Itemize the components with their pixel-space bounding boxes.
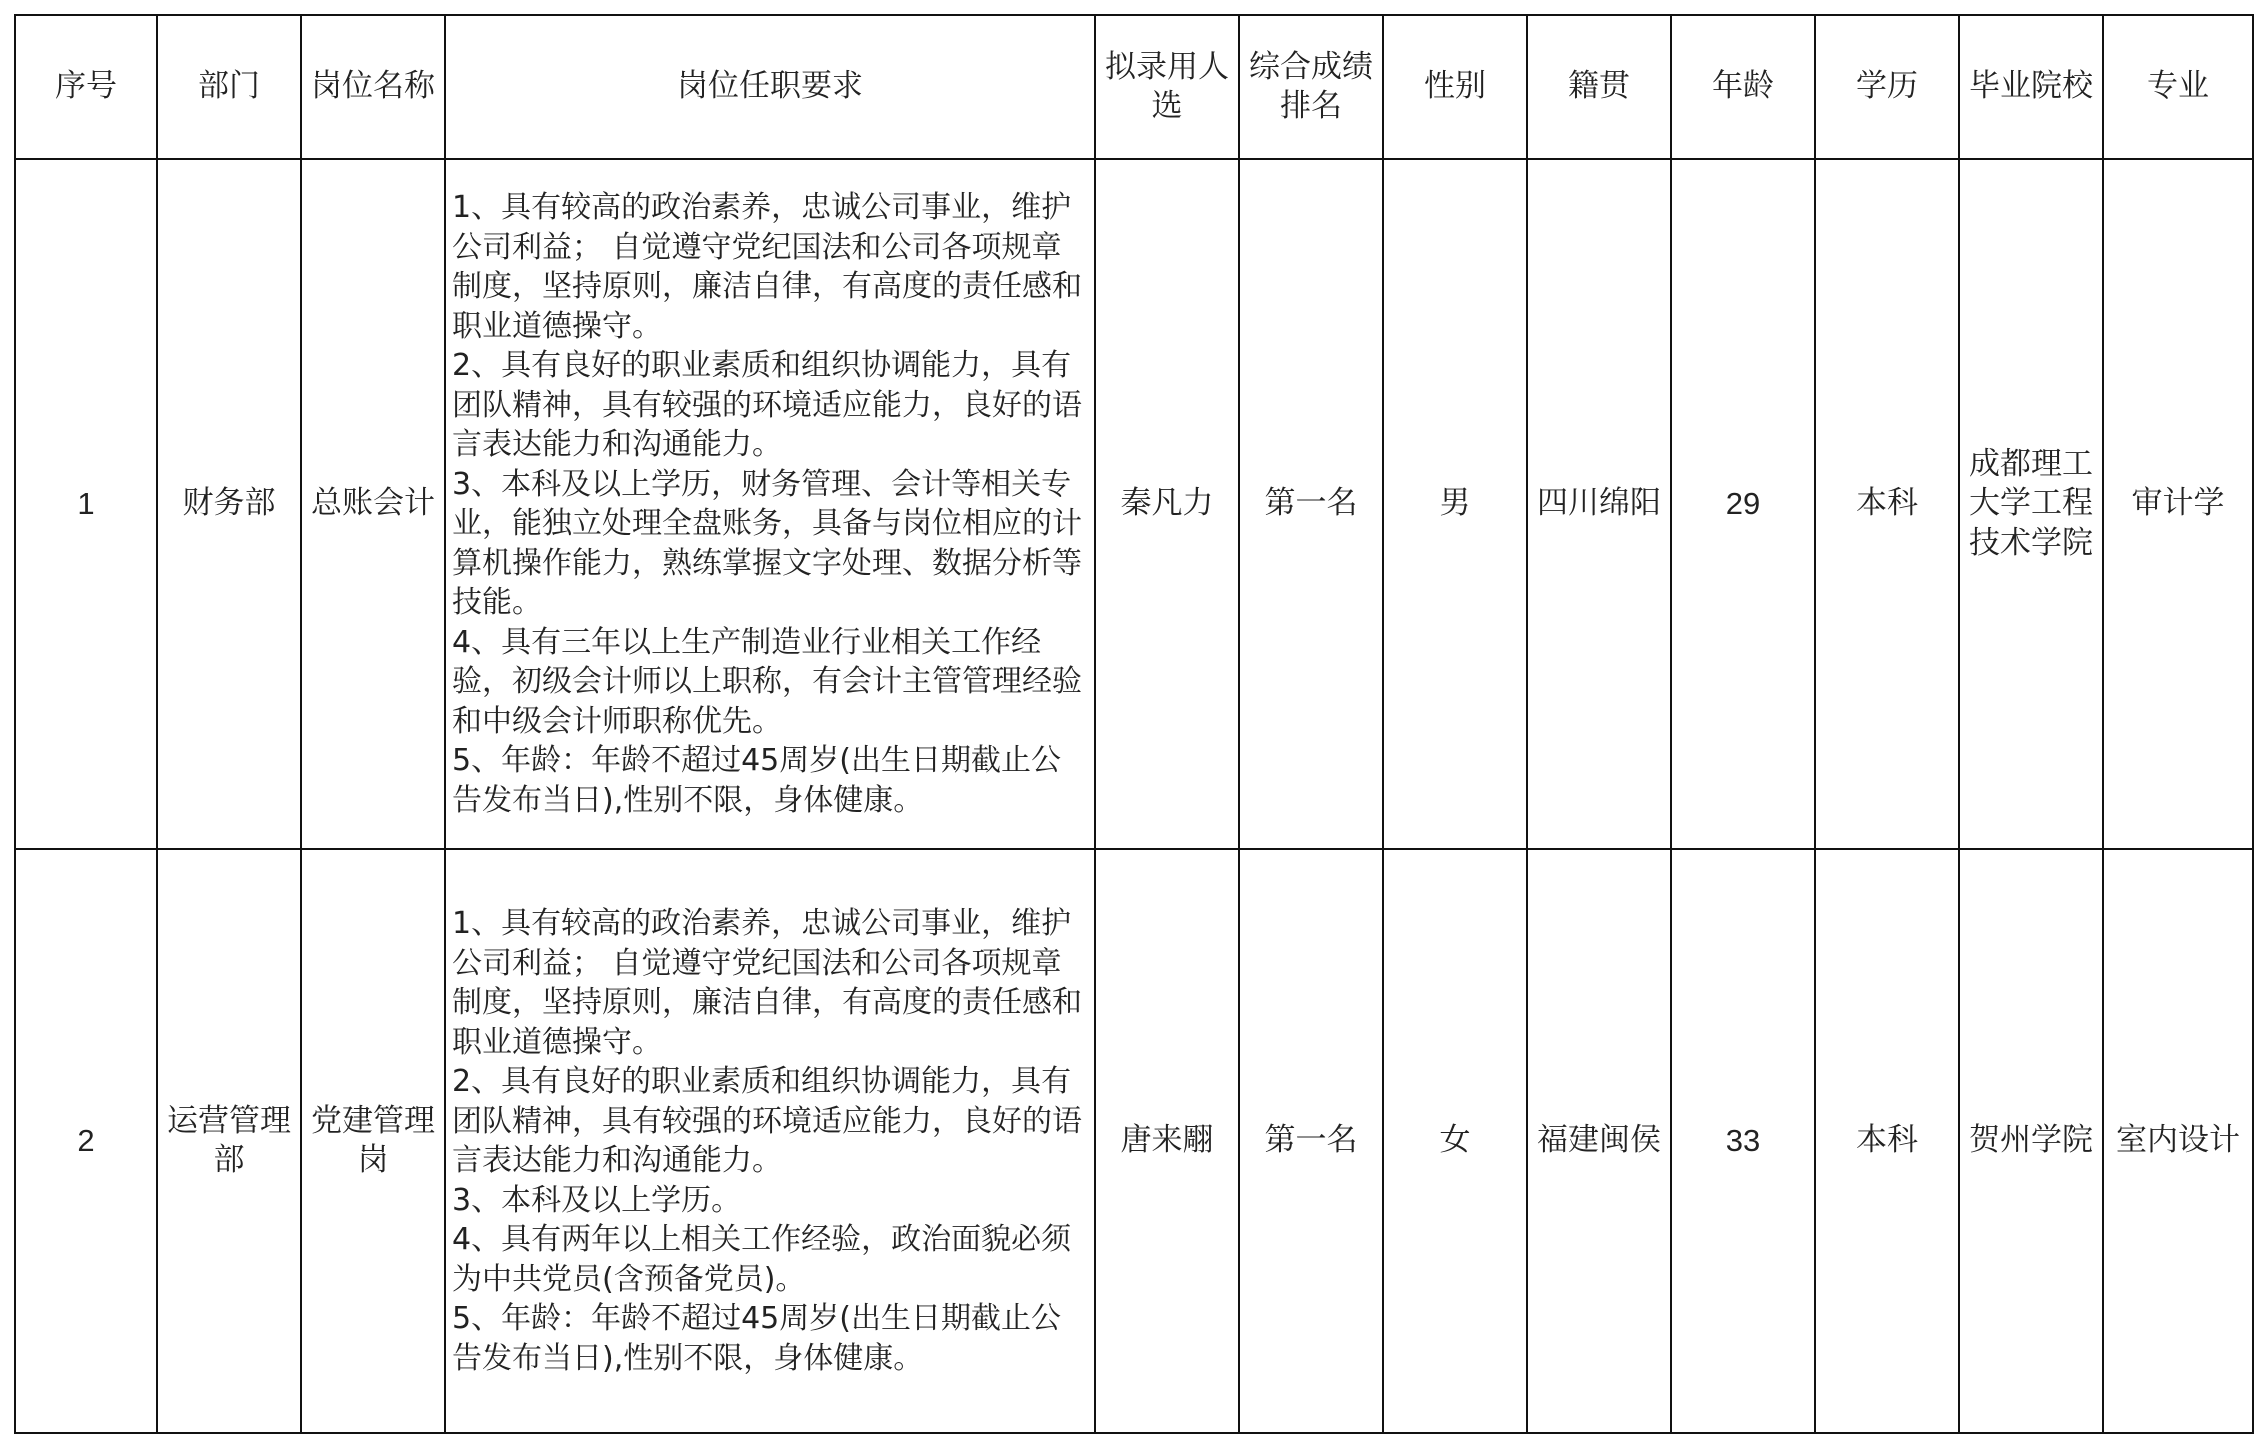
header-age: 年龄 xyxy=(1671,15,1815,159)
header-requirements: 岗位任职要求 xyxy=(445,15,1095,159)
row-rank: 第一名 xyxy=(1239,159,1383,849)
row-requirements: 1、具有较高的政治素养，忠诚公司事业，维护公司利益； 自觉遵守党纪国法和公司各项规章制度，坚持原则，廉洁自律，有高度的责任感和职业道德操守。 2、具有良好的职业素质和组织协调能力，具有团队精神，具有较强的环境适应能力，良好的语言表达能力和沟通能力。 3、本科及以上学历，财务管理、会计等相关专业，能独立处理全盘账务，具备与岗位相应的计算机操作能力，熟练掌握文字处理、数据分析等技能。 4、具有三年以上生产制造业行业相关工作经验，初级会计师以上职称，有会计主管管理经验和中级会计师职称优先。 5、年龄：年龄不超过45周岁(出生日期截止公告发布当日),性别不限，身体健康。 xyxy=(445,159,1095,849)
header-major: 专业 xyxy=(2103,15,2253,159)
header-rank: 综合成绩排名 xyxy=(1239,15,1383,159)
row-department: 财务部 xyxy=(157,159,301,849)
row-rank: 第一名 xyxy=(1239,849,1383,1433)
row-school: 成都理工大学工程技术学院 xyxy=(1959,159,2103,849)
row-origin: 福建闽侯 xyxy=(1527,849,1671,1433)
row-candidate: 秦凡力 xyxy=(1095,159,1239,849)
table-row xyxy=(15,159,2253,849)
header-position: 岗位名称 xyxy=(301,15,445,159)
header-origin: 籍贯 xyxy=(1527,15,1671,159)
row-position: 党建管理岗 xyxy=(301,849,445,1433)
row-education: 本科 xyxy=(1815,849,1959,1433)
row-gender: 男 xyxy=(1383,159,1527,849)
hiring-table xyxy=(14,14,2254,1434)
row-candidate: 唐来翢 xyxy=(1095,849,1239,1433)
row-age: 29 xyxy=(1671,159,1815,849)
header-index: 序号 xyxy=(15,15,157,159)
row-index: 2 xyxy=(15,849,157,1433)
header-department: 部门 xyxy=(157,15,301,159)
header-school: 毕业院校 xyxy=(1959,15,2103,159)
row-major: 室内设计 xyxy=(2103,849,2253,1433)
row-origin: 四川绵阳 xyxy=(1527,159,1671,849)
header-gender: 性别 xyxy=(1383,15,1527,159)
row-gender: 女 xyxy=(1383,849,1527,1433)
table-row xyxy=(15,849,2253,1433)
row-age: 33 xyxy=(1671,849,1815,1433)
row-index: 1 xyxy=(15,159,157,849)
row-major: 审计学 xyxy=(2103,159,2253,849)
row-department: 运营管理部 xyxy=(157,849,301,1433)
row-school: 贺州学院 xyxy=(1959,849,2103,1433)
header-candidate: 拟录用人选 xyxy=(1095,15,1239,159)
header-education: 学历 xyxy=(1815,15,1959,159)
row-education: 本科 xyxy=(1815,159,1959,849)
row-requirements: 1、具有较高的政治素养，忠诚公司事业，维护公司利益； 自觉遵守党纪国法和公司各项规章制度，坚持原则，廉洁自律，有高度的责任感和职业道德操守。 2、具有良好的职业素质和组织协调能力，具有团队精神，具有较强的环境适应能力，良好的语言表达能力和沟通能力。 3、本科及以上学历。 4、具有两年以上相关工作经验，政治面貌必须为中共党员(含预备党员)。 5、年龄：年龄不超过45周岁(出生日期截止公告发布当日),性别不限，身体健康。 xyxy=(445,849,1095,1433)
row-position: 总账会计 xyxy=(301,159,445,849)
table-header-row xyxy=(15,15,2253,159)
